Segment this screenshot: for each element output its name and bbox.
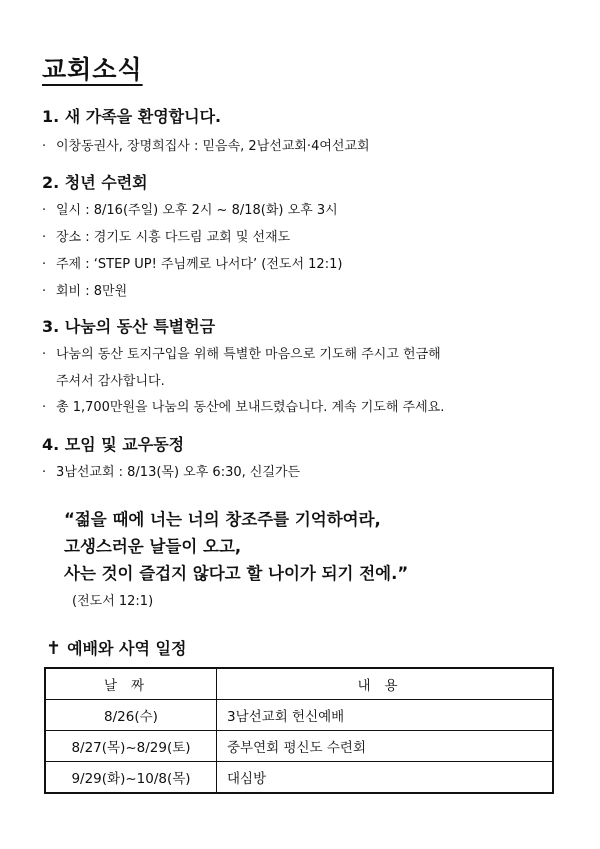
list-item: · 총 1,700만원을 나눔의 동산에 보내드렸습니다. 계속 기도해 주세요. [42, 397, 562, 419]
scripture-quote [64, 506, 408, 587]
section-special-offering [42, 316, 562, 419]
scripture-reference: (전도서 12:1) [72, 594, 154, 609]
section-heading: 2. 청년 수련회 [42, 173, 148, 192]
section-heading: 1. 새 가족을 환영합니다. [42, 107, 222, 126]
bullet: · [42, 139, 47, 154]
bullet: · [42, 284, 47, 299]
page-title: 교회소식 [42, 55, 143, 84]
bullet: · [42, 203, 47, 218]
section-new-family [42, 106, 562, 158]
section-youth-retreat [42, 172, 562, 303]
header-date: 날짜 [45, 668, 217, 700]
cell-date: 8/26(수) [45, 700, 217, 731]
list-item: · 일시 : 8/16(주일) 오후 2시 ~ 8/18(화) 오후 3시 [42, 200, 562, 222]
table-row [45, 762, 553, 794]
quote-line: 고생스러운 날들이 오고, [64, 537, 242, 556]
list-item: · 회비 : 8만원 [42, 281, 562, 303]
section-heading: 3. 나눔의 동산 특별헌금 [42, 317, 216, 336]
list-item: · 3남선교회 : 8/13(목) 오후 6:30, 신길가든 [42, 462, 562, 484]
cell-date: 9/29(화)~10/8(목) [45, 762, 217, 794]
schedule-title: ✝ 예배와 사역 일정 [46, 638, 187, 659]
quote-line: “젊을 때에 너는 너의 창조주를 기억하여라, [64, 510, 381, 529]
section-heading: 4. 모임 및 교우동정 [42, 435, 185, 454]
list-item: · 이창동권사, 장명희집사 : 믿음속, 2남선교회·4여선교회 [42, 136, 562, 158]
cell-date: 8/27(목)~8/29(토) [45, 731, 217, 762]
table-row [45, 700, 553, 731]
header-content: 내용 [217, 668, 554, 700]
bullet: · [42, 400, 47, 415]
cell-content: 중부연회 평신도 수련회 [217, 731, 554, 762]
table-row [45, 731, 553, 762]
bullet: · [42, 230, 47, 245]
cross-icon: ✝ [46, 638, 62, 659]
cell-content: 대심방 [217, 762, 554, 794]
quote-line: 사는 것이 즐겁지 않다고 할 나이가 되기 전에.” [64, 564, 409, 583]
list-item: · 장소 : 경기도 시흥 다드림 교회 및 선재도 [42, 227, 562, 249]
bullet: · [42, 465, 47, 480]
schedule-table [44, 667, 554, 794]
cell-content: 3남선교회 헌신예배 [217, 700, 554, 731]
list-item: · 나눔의 동산 토지구입을 위해 특별한 마음으로 기도해 주시고 헌금해 주셔서 감사합니다. [42, 344, 562, 393]
table-header-row [45, 668, 553, 700]
bullet: · [42, 347, 47, 362]
section-gatherings [42, 434, 562, 484]
bullet: · [42, 257, 47, 272]
list-item: · 주제 : ‘STEP UP! 주님께로 나서다’ (전도서 12:1) [42, 254, 562, 276]
